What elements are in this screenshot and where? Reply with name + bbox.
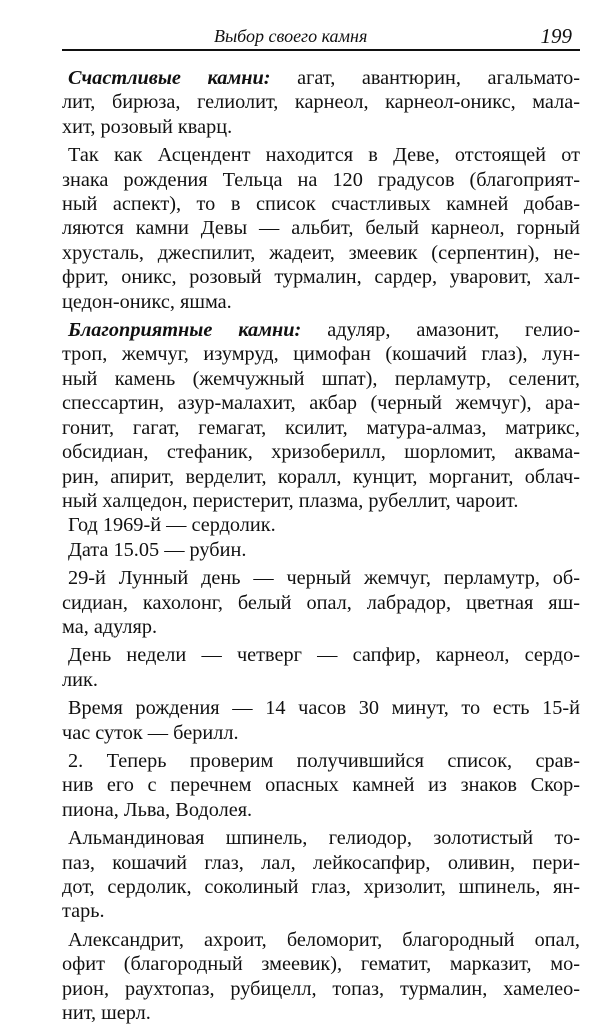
text-line: Дата 15.05 — рубин. <box>68 538 247 561</box>
text-line: пиона, Льва, Водолея. <box>62 798 253 821</box>
text-line: обсидиан, стефаник, хризоберилл, шорломит, аквама- <box>62 441 580 464</box>
text-line: фрит, оникс, розовый турмалин, сардер, уваровит, хал- <box>62 266 580 289</box>
paragraph-lunar-day <box>62 566 580 639</box>
header-rule <box>62 49 580 51</box>
text-line: рин, апирит, верделит, коралл, кунцит, морганит, облач- <box>62 465 580 488</box>
text-line: гонит, гагат, гемагат, ксилит, матура-алмаз, матрикс, <box>62 416 580 439</box>
text-line: Время рождения — 14 часов 30 минут, то есть 15-й <box>68 697 580 720</box>
text-line: лик. <box>62 668 98 691</box>
text-line: нит, шерл. <box>62 1002 151 1025</box>
text-line: Альмандиновая шпинель, гелиодор, золотистый то- <box>68 827 580 850</box>
text-line: Год 1969-й — сердолик. <box>68 514 276 537</box>
text-line: Александрит, ахроит, беломорит, благородный опал, <box>68 928 580 951</box>
paragraph-dangerous-stones-2 <box>62 928 580 1025</box>
text-line: рион, раухтопаз, рубицелл, топаз, турмалин, хамелео- <box>62 977 580 1000</box>
text-line: офит (благородный змеевик), гематит, марказит, мо- <box>62 953 580 976</box>
paragraph-favorable-stones <box>62 318 580 513</box>
text-line: сидиан, кахолонг, белый опал, лабрадор, цветная яш- <box>62 591 580 614</box>
paragraph-weekday <box>62 643 580 692</box>
paragraph-ascendant <box>62 143 580 314</box>
text-line: ма, адуляр. <box>62 615 158 638</box>
body-text <box>62 66 580 1025</box>
text-line: час суток — берилл. <box>62 721 239 744</box>
text-line: 29-й Лунный день — черный жемчуг, перламутр, об- <box>68 567 580 590</box>
text-line: цедон-оникс, яшма. <box>62 290 232 313</box>
text-line: Так как Асцендент находится в Деве, отстоящей от <box>68 144 580 167</box>
text-line: хрусталь, джеспилит, жадеит, змеевик (серпентин), не- <box>62 241 580 264</box>
text-line: нив его с перечнем опасных камней из знаков Скор- <box>62 774 580 797</box>
paragraph-lucky-stones <box>62 66 580 139</box>
page-number: 199 <box>540 24 572 48</box>
text-line: Счастливые камни: агат, авантюрин, агальмато- <box>68 67 580 89</box>
text-line: хит, розовый кварц. <box>62 115 233 138</box>
paragraph-dangerous-stones-1 <box>62 826 580 924</box>
text-line: тарь. <box>62 900 105 923</box>
text-line: спессартин, азур-малахит, акбар (черный жемчуг), ара- <box>62 392 580 415</box>
text-line: 2. Теперь проверим получившийся список, срав- <box>68 749 580 772</box>
paragraph-birth-time <box>62 696 580 745</box>
text-line: паз, кошачий глаз, лал, лейкосапфир, оливин, пери- <box>62 851 580 874</box>
running-header <box>62 22 580 50</box>
text-line: ный камень (жемчужный шпат), перламутр, селенит, <box>62 367 580 390</box>
paragraph-check-list <box>62 749 580 822</box>
text-line: ный аспект), то в список счастливых камней добав- <box>62 193 580 216</box>
text-line: ный халцедон, перистерит, плазма, рубеллит, чароит. <box>62 489 519 512</box>
text-line: знака рождения Тельца на 120 градусов (благоприят- <box>62 168 580 191</box>
text-line: дот, сердолик, соколиный глаз, хризолит, шпинель, ян- <box>62 876 580 898</box>
text-line: Благоприятные камни: адуляр, амазонит, гелио- <box>68 319 580 342</box>
text-line: ляются камни Девы — альбит, белый карнеол, горный <box>62 217 580 240</box>
favorable-stones-heading: Благоприятные камни: <box>68 319 302 342</box>
text-line: День недели — четверг — сапфир, карнеол, сердо- <box>68 644 580 667</box>
paragraph-year <box>62 513 580 537</box>
text-line: лит, бирюза, гелиолит, карнеол, карнеол-оникс, мала- <box>62 91 580 114</box>
header-title: Выбор своего камня <box>214 26 368 46</box>
paragraph-date <box>62 538 580 562</box>
text-line: троп, жемчуг, изумруд, цимофан (кошачий глаз), лун- <box>62 343 580 366</box>
lucky-stones-heading: Счастливые камни: <box>68 67 271 89</box>
